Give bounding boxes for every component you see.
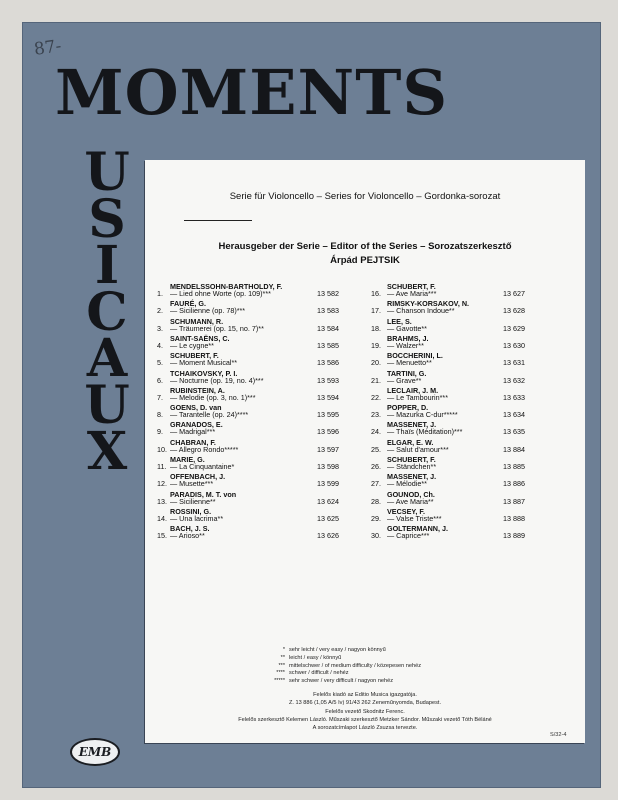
catalog-number: 13 886 (503, 479, 525, 489)
composer-name: BOCCHERINI, L. (387, 351, 443, 361)
catalog-entry (371, 333, 561, 350)
entry-number: 10. (157, 444, 167, 454)
catalog-number: 13 627 (503, 289, 525, 298)
catalog-number: 13 634 (503, 410, 525, 420)
series-code: S/32-4 (550, 732, 567, 738)
entry-number: 7. (157, 392, 163, 402)
composer-name: SCHUBERT, F. (170, 351, 219, 361)
legend-text: mittelschwer / of medium difficulty / közepesen nehéz (289, 662, 422, 669)
entry-number: 19. (371, 340, 381, 350)
pencil-mark: 87- (32, 36, 63, 60)
catalog-number: 13 630 (503, 340, 525, 350)
composer-name: GRANADOS, E. (170, 420, 223, 430)
work-title: — Moment Musical** (170, 358, 238, 368)
composer-name: BACH, J. S. (170, 524, 210, 534)
work-title: — La Cinquantaine* (170, 462, 235, 471)
series-line: Serie für Violoncello – Series for Violoncello – Gordonka-sorozat (229, 191, 501, 202)
legend-text: sehr leicht / very easy / nagyon könnyű (289, 647, 386, 653)
legend-stars: ** (280, 654, 285, 661)
catalog-entry (157, 472, 347, 489)
entry-number: 17. (371, 306, 381, 316)
entry-number: 3. (157, 323, 163, 333)
catalog-entry (157, 333, 347, 350)
entry-number: 11. (157, 462, 167, 471)
vertical-letter: X (86, 421, 128, 482)
vertical-title (72, 142, 142, 482)
work-title: — Valse Triste*** (387, 513, 442, 523)
entry-number: 6. (157, 375, 163, 385)
legend-text: schwer / difficult / nehéz (289, 670, 349, 677)
work-title: — Ständchen** (387, 462, 437, 471)
composer-name: MENDELSSOHN-BARTHOLDY, F. (170, 282, 283, 291)
entry-number: 8. (157, 410, 163, 420)
work-title: — Le Tambourin*** (387, 392, 448, 402)
catalog-entry (371, 351, 561, 368)
composer-name: LECLAIR, J. M. (387, 385, 439, 395)
catalog-entry (371, 403, 561, 420)
work-title: — Walzer** (387, 340, 424, 350)
composer-name: MARIE, G. (170, 455, 205, 464)
catalog-entry (157, 489, 347, 506)
entry-number: 13. (157, 496, 167, 506)
catalog-number: 13 598 (317, 462, 339, 471)
work-title: — Musette*** (170, 479, 214, 489)
catalog-number: 13 887 (503, 496, 525, 506)
vertical-letter: U (84, 142, 130, 203)
catalog-number: 13 628 (503, 306, 525, 316)
catalog-number: 13 632 (503, 375, 525, 385)
work-title: — Mélodie** (387, 479, 427, 489)
legend-text: sehr schwer / very difficult / nagyon nehéz (289, 678, 394, 685)
legend-text: leicht / easy / könnyű (289, 654, 342, 661)
work-title: — Le cygne** (170, 340, 214, 350)
publisher-line: Felelős vezető Skodnitz Ferenc. (325, 708, 405, 715)
catalog-number: 13 584 (317, 323, 339, 333)
catalog-number: 13 884 (503, 444, 525, 454)
catalog-number: 13 889 (503, 531, 525, 541)
catalog-entry (157, 351, 347, 368)
entry-number: 5. (157, 358, 163, 368)
vertical-letter: U (84, 374, 130, 436)
catalog-entry (157, 403, 347, 420)
catalog-number: 13 596 (317, 427, 339, 437)
entry-number: 4. (157, 340, 163, 350)
composer-name: GOENS, D. van (170, 403, 222, 413)
work-title: — Nocturne (op. 19, no. 4)*** (170, 375, 264, 385)
separator-line (184, 220, 252, 221)
emb-logo: EMB (70, 738, 120, 766)
vertical-letter: I (94, 235, 120, 296)
composer-name: VECSEY, F. (387, 506, 425, 516)
catalog-entry (157, 437, 347, 454)
work-title: — Una lacrima** (170, 513, 224, 523)
catalog-number: 13 635 (503, 427, 525, 437)
catalog-number: 13 583 (317, 306, 339, 316)
catalog-entry (157, 455, 347, 471)
catalog-number: 13 594 (317, 392, 339, 402)
composer-name: SAINT-SAËNS, C. (170, 333, 230, 343)
catalog-number: 13 582 (317, 289, 339, 298)
catalog-entry (371, 455, 561, 471)
composer-name: GOLTERMANN, J. (387, 524, 448, 534)
composer-name: SCHUBERT, F. (387, 455, 436, 464)
catalog-number: 13 585 (317, 340, 339, 350)
work-title: — Melodie (op. 3, no. 1)*** (170, 392, 256, 402)
editor-name: Árpád PEJTSIK (330, 255, 400, 266)
catalog-number: 13 888 (503, 513, 525, 523)
catalog-number: 13 599 (317, 479, 339, 489)
catalog-entry (157, 385, 347, 402)
catalog-number: 13 597 (317, 444, 339, 454)
catalog-entry (371, 437, 561, 454)
composer-name: ELGAR, E. W. (387, 437, 434, 447)
catalog-entry (371, 299, 561, 316)
work-title: — Mazurka C-dur***** (387, 410, 458, 420)
catalog-panel (145, 160, 585, 743)
vertical-letter: S (88, 188, 126, 250)
catalog-entry (371, 506, 561, 523)
catalog-number: 13 629 (503, 323, 525, 333)
entry-number: 20. (371, 358, 381, 368)
catalog-entry (371, 385, 561, 402)
work-title: — Gavotte** (387, 323, 427, 333)
entry-number: 22. (371, 392, 381, 402)
entry-number: 1. (157, 289, 163, 298)
entry-number: 28. (371, 496, 381, 506)
composer-name: GOUNOD, Ch. (387, 489, 435, 499)
catalog-entry (371, 420, 561, 437)
catalog-entry (371, 489, 561, 506)
entry-number: 9. (157, 427, 163, 437)
publisher-line: Felelős szerkesztő Kelemen László. Műszaki szerkesztő Metzker Sándor. Műszaki vezető Tóth Béláné (238, 716, 492, 723)
catalog-number: 13 626 (317, 531, 339, 541)
editor-line: Herausgeber der Serie – Editor of the Series – Sorozatszerkesztő (218, 241, 512, 252)
catalog-number: 13 885 (503, 462, 525, 471)
catalog-number: 13 593 (317, 375, 339, 385)
catalog-number: 13 586 (317, 358, 339, 368)
legend-stars: * (282, 647, 285, 653)
work-title: — Träumerei (op. 15, no. 7)** (170, 323, 264, 333)
composer-name: POPPER, D. (387, 403, 429, 413)
work-title: — Sicilienne** (170, 496, 216, 506)
composer-name: RUBINSTEIN, A. (170, 385, 225, 395)
catalog-entry (157, 368, 347, 385)
catalog-entry (157, 420, 347, 437)
vertical-letter: A (86, 328, 128, 389)
composer-name: TARTINI, G. (387, 368, 427, 378)
catalog-entry (371, 282, 561, 298)
catalog-entry (371, 316, 561, 333)
publisher-line: A sorozatcímlapot László Zsuzsa tervezte. (312, 725, 418, 732)
entry-number: 18. (371, 323, 381, 333)
work-title: — Arioso** (170, 531, 205, 541)
work-title: — Tarantelle (op. 24)**** (170, 410, 249, 420)
catalog-entry (157, 506, 347, 523)
catalog-entry (371, 472, 561, 489)
work-title: — Madrigal*** (170, 427, 216, 437)
composer-name: BRAHMS, J. (387, 333, 429, 343)
work-title: — Sicilienne (op. 78)*** (170, 306, 246, 316)
legend-stars: **** (276, 670, 285, 677)
work-title: — Grave** (387, 375, 422, 385)
legend-stars: ***** (274, 678, 285, 685)
work-title: — Lied ohne Worte (op. 109)*** (170, 289, 271, 298)
work-title: — Ave Maria** (387, 496, 434, 506)
composer-name: ROSSINI, G. (170, 506, 212, 516)
work-title: — Chanson Indoue** (387, 306, 455, 316)
work-title: — Ave Maria*** (387, 289, 437, 298)
composer-name: LEE, S. (387, 316, 412, 326)
work-title: — Allegro Rondo***** (170, 444, 239, 454)
entry-number: 26. (371, 462, 381, 471)
entry-number: 25. (371, 444, 381, 454)
entry-number: 27. (371, 479, 381, 489)
composer-name: SCHUMANN, R. (170, 316, 224, 326)
catalog-entry (157, 524, 347, 541)
catalog-number: 13 624 (317, 496, 339, 506)
composer-name: OFFENBACH, J. (170, 472, 226, 482)
entry-number: 21. (371, 375, 381, 385)
composer-name: TCHAIKOVSKY, P. I. (170, 368, 238, 378)
composer-name: SCHUBERT, F. (387, 282, 436, 291)
catalog-number: 13 633 (503, 392, 525, 402)
entry-number: 2. (157, 306, 163, 316)
composer-name: MASSENET, J. (387, 472, 437, 482)
entry-number: 29. (371, 513, 381, 523)
catalog-number: 13 595 (317, 410, 339, 420)
catalog-entry (371, 524, 561, 541)
entry-number: 24. (371, 427, 381, 437)
entry-number: 15. (157, 531, 167, 541)
catalog-entry (157, 299, 347, 316)
vertical-letter: C (86, 281, 128, 343)
legend-stars: *** (278, 662, 285, 669)
entry-number: 16. (371, 289, 381, 298)
work-title: — Salut d'amour*** (387, 444, 449, 454)
composer-name: MASSENET, J. (387, 420, 437, 430)
composer-name: RIMSKY-KORSAKOV, N. (387, 299, 470, 309)
composer-name: FAURÉ, G. (170, 299, 206, 309)
cover-title: MOMENTS (55, 56, 449, 129)
entry-number: 14. (157, 513, 167, 523)
catalog-entry (157, 282, 347, 298)
work-title: — Menuetto** (387, 358, 432, 368)
entry-number: 23. (371, 410, 381, 420)
work-title: — Caprice*** (387, 531, 430, 541)
publisher-line: Z. 13 886 (1,05 A/5 Iv) 91/43 262 Zeneműnyomda, Budapest. (288, 700, 442, 707)
entry-number: 30. (371, 531, 381, 541)
catalog-entry (371, 368, 561, 385)
composer-name: PARADIS, M. T. von (170, 489, 237, 499)
catalog-number: 13 631 (503, 358, 525, 368)
publisher-line: Felelős kiadó az Editio Musica igazgatója. (313, 692, 417, 698)
catalog-number: 13 625 (317, 513, 339, 523)
work-title: — Thaïs (Méditation)*** (387, 427, 463, 437)
entry-number: 12. (157, 479, 167, 489)
catalog-entry (157, 316, 347, 333)
composer-name: CHABRAN, F. (170, 437, 216, 447)
